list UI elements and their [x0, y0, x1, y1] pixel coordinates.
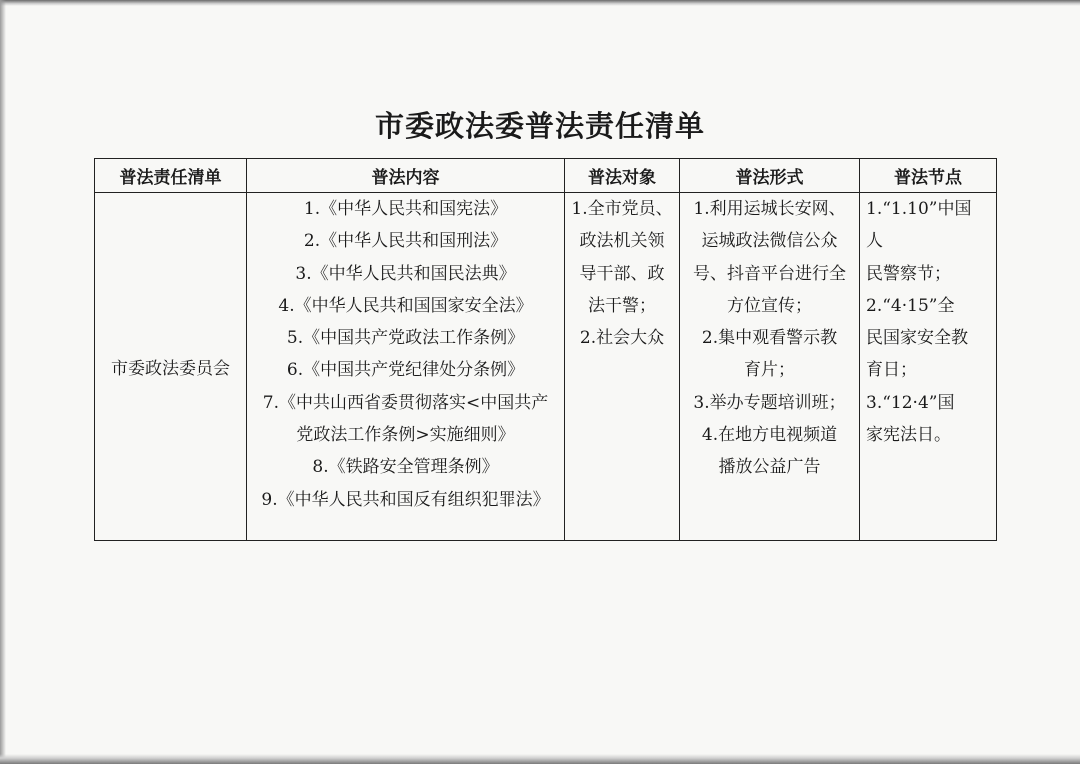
- form-line: 运城政法微信公众: [701, 231, 838, 252]
- node-line: 民警察节；: [866, 263, 951, 284]
- responsibility-table: [94, 158, 997, 541]
- responsible-unit-cell: 市委政法委员会: [95, 193, 247, 541]
- form-line: 号、抖音平台进行全: [693, 263, 846, 284]
- node-line: 1.“1.10”中国: [866, 199, 972, 219]
- node-line: 2.“4·15”全: [866, 295, 955, 316]
- node-line: 民国家安全教: [866, 328, 968, 349]
- table-header-row: [95, 159, 997, 193]
- target-line: 2.社会大众: [579, 328, 665, 349]
- content-line: 8.《铁路安全管理条例》: [312, 457, 499, 478]
- content-line: 党政法工作条例>实施细则》: [296, 425, 515, 446]
- target-line: 政法机关领: [579, 231, 665, 252]
- node-line: 人: [866, 231, 883, 252]
- header-form: 普法形式: [680, 159, 860, 193]
- scan-shadow-bottom: [0, 754, 1080, 764]
- scan-shadow-top: [0, 0, 1080, 6]
- content-line: 3.《中华人民共和国民法典》: [295, 263, 516, 284]
- node-line: 3.“12·4”国: [866, 392, 955, 413]
- target-line: 1.全市党员、: [571, 199, 673, 219]
- form-line: 2.集中观看警示教: [701, 328, 838, 349]
- header-target: 普法对象: [565, 159, 680, 193]
- node-cell: [860, 193, 997, 541]
- content-line: 1.《中华人民共和国宪法》: [303, 199, 508, 219]
- node-line: 家宪法日。: [866, 425, 951, 446]
- content-line: 6.《中国共产党纪律处分条例》: [286, 360, 525, 381]
- form-line: 4.在地方电视频道: [701, 425, 838, 446]
- form-cell: [680, 193, 860, 541]
- form-line: 1.利用运城长安网、: [693, 199, 846, 219]
- content-cell: [247, 193, 565, 541]
- target-cell: [565, 193, 680, 541]
- form-line: 育片；: [744, 360, 795, 381]
- content-line: 5.《中国共产党政法工作条例》: [286, 328, 525, 349]
- node-line: 育日；: [866, 360, 917, 381]
- form-line: 方位宣传；: [727, 295, 812, 316]
- header-node: 普法节点: [860, 159, 997, 193]
- form-line: 3.举办专题培训班；: [693, 392, 846, 413]
- content-line: 4.《中华人民共和国国家安全法》: [278, 295, 533, 316]
- content-line: 2.《中华人民共和国刑法》: [303, 231, 508, 252]
- header-content: 普法内容: [247, 159, 565, 193]
- document-title: 市委政法委普法责任清单: [374, 109, 705, 143]
- header-responsibility-list: 普法责任清单: [95, 159, 247, 193]
- target-line: 导干部、政: [579, 263, 665, 284]
- form-line: 播放公益广告: [718, 457, 821, 478]
- content-line: 9.《中华人民共和国反有组织犯罪法》: [261, 489, 550, 510]
- content-line: 7.《中共山西省委贯彻落实<中国共产: [262, 392, 549, 413]
- table-row: [95, 193, 997, 541]
- target-line: 法干警；: [588, 295, 656, 316]
